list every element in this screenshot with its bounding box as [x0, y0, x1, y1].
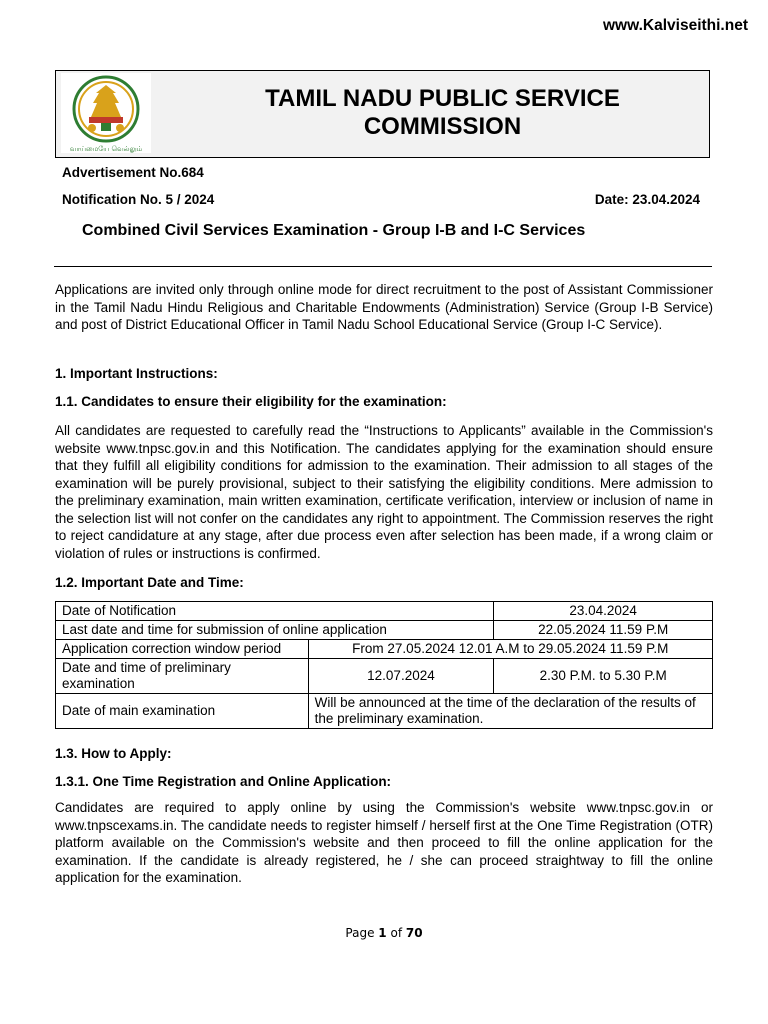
important-dates-table — [55, 601, 713, 729]
section-1-3-heading: 1.3. How to Apply: — [55, 746, 172, 761]
advertisement-number: Advertisement No.684 — [62, 165, 204, 180]
commission-title-line2: COMMISSION — [363, 113, 522, 140]
emblem-motto: வாய்மையே வெல்லும் — [69, 145, 143, 153]
table-cell-label: Application correction window period — [56, 640, 309, 659]
exam-title: Combined Civil Services Examination - Group I-B and I-C Services — [82, 222, 586, 239]
notification-date: Date: 23.04.2024 — [594, 192, 700, 207]
table-cell-time: 2.30 P.M. to 5.30 P.M — [494, 659, 713, 694]
header-box — [55, 70, 710, 158]
table-cell-value: From 27.05.2024 12.01 A.M to 29.05.2024 11.59 P.M — [308, 640, 712, 659]
site-watermark: www.Kalviseithi.net — [603, 17, 748, 34]
commission-title — [176, 85, 709, 141]
tamil-nadu-emblem-icon — [61, 73, 151, 153]
table-cell-label: Date of main examination — [56, 694, 309, 729]
section-1-3-1-heading: 1.3.1. One Time Registration and Online Application: — [55, 774, 392, 789]
eligibility-paragraph: All candidates are requested to carefully read the “Instructions to Applicants” available in the Commission's website www.tnpsc.gov.in and this Notification. The candidates applying for the examination should ensure that they fulfill all eligibility conditions for admission to the examination. Their admission to all stages of the examination will be purely provisional, subject to their satisfying the eligibility conditions. Mere admission to the preliminary examination, main written examination, certificate verification, interview or inclusion of name in the selection list will not confer on the candidates any right to appointment. The Commission reserves the right to reject candidature at any stage, after due process even after selection has been made, if a wrong claim or violation of rules or instructions is confirmed. — [55, 423, 713, 561]
commission-title-line1: TAMIL NADU PUBLIC SERVICE — [265, 85, 620, 112]
divider — [54, 266, 712, 267]
section-1-1-heading: 1.1. Candidates to ensure their eligibility for the examination: — [55, 394, 447, 409]
table-row — [56, 602, 713, 621]
page-number: 1 — [378, 926, 387, 940]
intro-paragraph: Applications are invited only through online mode for direct recruitment to the post of Assistant Commissioner in the Tamil Nadu Hindu Religious and Charitable Endowments (Administration) Service (Group I-B Service) and post of District Educational Officer in Tamil Nadu School Educational Service (Group I-C Service). — [55, 282, 713, 332]
table-cell-label: Last date and time for submission of online application — [56, 621, 494, 640]
table-cell-value: 23.04.2024 — [494, 602, 713, 621]
how-to-apply-paragraph: Candidates are required to apply online by using the Commission's website www.tnpsc.gov.in or www.tnpscexams.in. The candidate needs to register himself / herself first at the One Time Registration (OTR) platform available on the Commission's website and then proceed to fill the online application for the examination. If the candidate is already registered, he / she can proceed straightway to fill the online application for the examination. — [55, 800, 713, 885]
page-word: Page — [345, 926, 375, 940]
table-cell-value: Will be announced at the time of the declaration of the results of the preliminary examination. — [308, 694, 712, 729]
section-1-heading: 1. Important Instructions: — [55, 366, 218, 381]
table-cell-date: 12.07.2024 — [308, 659, 494, 694]
page-footer — [0, 926, 768, 940]
table-cell-label: Date and time of preliminary examination — [56, 659, 309, 694]
page-total: 70 — [405, 926, 423, 940]
of-word: of — [390, 926, 403, 940]
notification-number: Notification No. 5 / 2024 — [62, 192, 215, 207]
table-cell-label: Date of Notification — [56, 602, 494, 621]
table-row — [56, 621, 713, 640]
table-row — [56, 694, 713, 729]
table-row — [56, 640, 713, 659]
section-1-2-heading: 1.2. Important Date and Time: — [55, 575, 244, 590]
table-row — [56, 659, 713, 694]
table-cell-value: 22.05.2024 11.59 P.M — [494, 621, 713, 640]
